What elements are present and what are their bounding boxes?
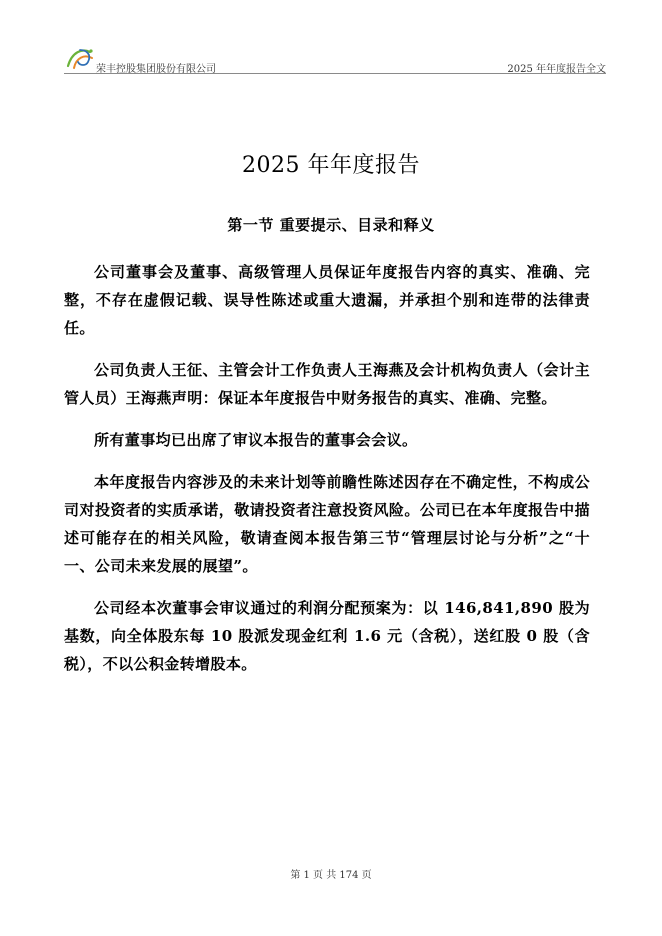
page-header (64, 44, 606, 74)
paragraph-board-attendance: 所有董事均已出席了审议本报告的董事会会议。 (94, 431, 418, 449)
document-title: 2025 年年度报告 (242, 153, 420, 178)
section-title: 第一节 重要提示、目录和释义 (227, 216, 435, 234)
paragraph-responsible-persons: 公司负责人王征、主管会计工作负责人王海燕及会计机构负责人（会计主管人员）王海燕声明：保证本年度报告中财务报告的真实、准确、完整。 (64, 361, 590, 407)
document-body (64, 258, 590, 692)
company-name: 荣丰控股集团股份有限公司 (96, 64, 216, 75)
paragraph-board-guarantee: 公司董事会及董事、高级管理人员保证年度报告内容的真实、准确、完整，不存在虚假记载、误导性陈述或重大遗漏，并承担个别和连带的法律责任。 (64, 263, 590, 337)
page-number: 第 1 页 共 174 页 (290, 870, 372, 881)
company-logo-icon (64, 46, 98, 70)
header-divider (64, 73, 606, 74)
paragraph-profit-distribution: 公司经本次董事会审议通过的利润分配预案为：以 146,841,890 股为基数，向全体股东每 10 股派发现金红利 1.6 元（含税），送红股 0 股（含税），不以公积金转增股本。 (64, 599, 590, 673)
report-title-tag: 2025 年年度报告全文 (507, 64, 606, 75)
paragraph-forward-looking: 本年度报告内容涉及的未来计划等前瞻性陈述因存在不确定性，不构成公司对投资者的实质承诺，敬请投资者注意投资风险。公司已在本年度报告中描述可能存在的相关风险，敬请查阅本报告第三节“管理层讨论与分析”之“十一、公司未来发展的展望”。 (64, 473, 590, 575)
